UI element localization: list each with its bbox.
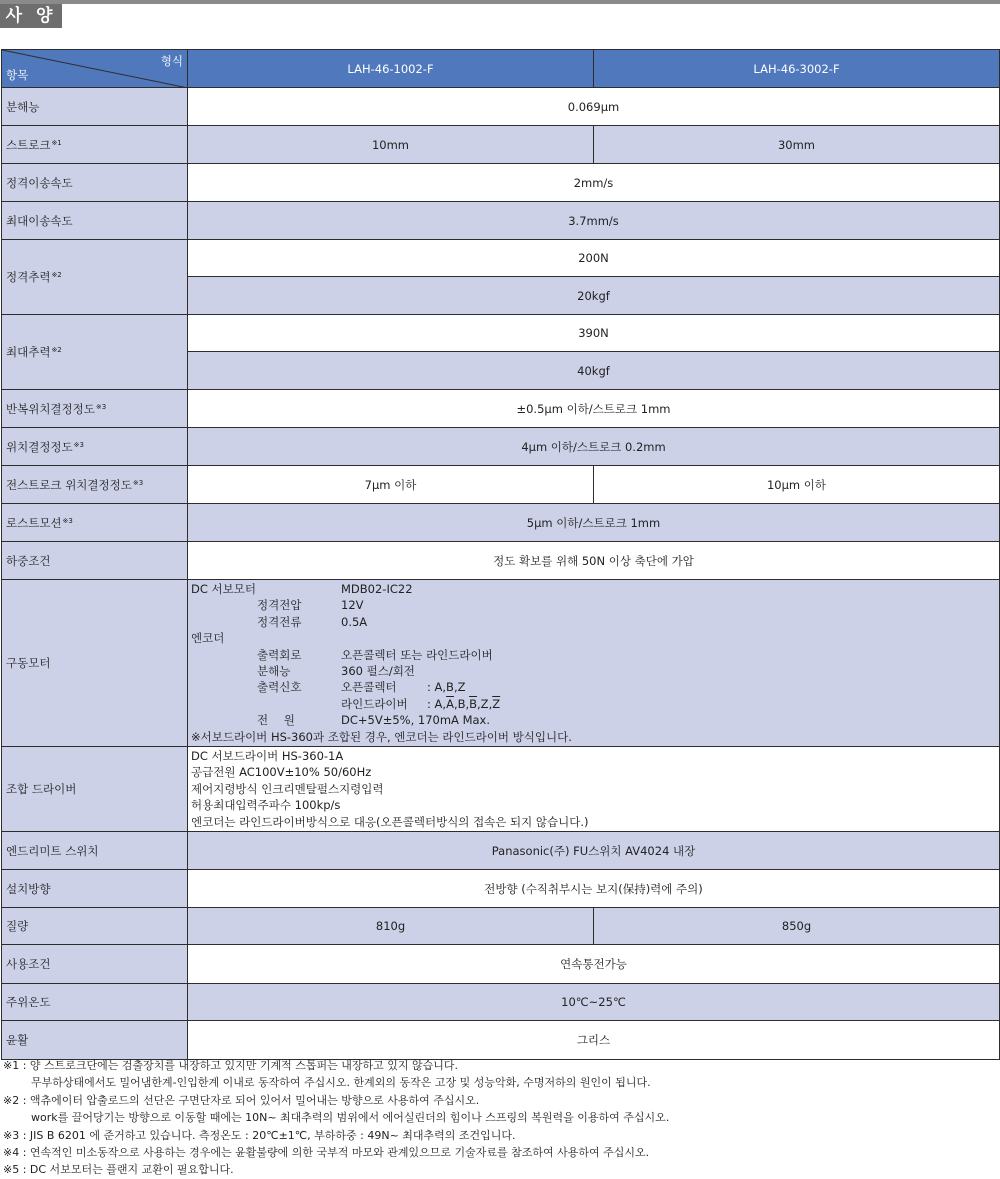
row-label: 위치결정정도$^{※3}$ xyxy=(2,428,188,466)
row-value-model-1: 7μm 이하 xyxy=(188,466,594,504)
row-label: 로스트모션$^{※3}$ xyxy=(2,504,188,542)
table-row xyxy=(2,428,1000,466)
table-row xyxy=(2,466,1000,504)
detail-line: DC 서보드라이버 HS-360-1A xyxy=(191,749,344,764)
footnote-mark: ※3 xyxy=(62,516,73,525)
table-row xyxy=(2,1021,1000,1060)
table-row xyxy=(2,945,1000,984)
spec-table xyxy=(1,49,1000,1060)
table-row xyxy=(2,747,1000,832)
header-corner xyxy=(2,50,188,88)
detail-line: 엔코더 xyxy=(191,631,225,646)
detail-line: 엔코더는 라인드라이버방식으로 대응(오픈콜렉터방식의 접속은 되지 않습니다.) xyxy=(191,814,589,829)
row-value: 10℃~25℃ xyxy=(188,984,1000,1021)
row-label: 설치방향 xyxy=(2,870,188,908)
footnote-line: 무부하상태에서도 밀어냄한계-인입한계 이내로 동작하여 주십시오. 한계외의 동작은 고장 및 성능악화, 수명저하의 원인이 됩니다. xyxy=(31,1076,651,1090)
table-row xyxy=(2,240,1000,277)
row-label: 스트로크$^{※1}$ xyxy=(2,126,188,164)
row-value: 정도 확보를 위해 50N 이상 축단에 가압 xyxy=(188,542,1000,580)
detail-line: ※서보드라이버 HS-360과 조합된 경우, 엔코더는 라인드라이버 방식입니다. xyxy=(191,729,572,744)
row-value: 연속통전가능 xyxy=(188,945,1000,984)
table-header-row xyxy=(2,50,1000,88)
row-label: 정격추력$^{※2}$ xyxy=(2,240,188,315)
table-row xyxy=(2,202,1000,240)
detail-line: 정격전압 12V xyxy=(257,598,364,613)
footnote-line: work를 끌어당기는 방향으로 이동할 때에는 10N~ 최대추력의 범위에서 에어실린더의 힘이나 스프링의 복원력을 이용하여 주십시오. xyxy=(31,1111,670,1125)
footnote-mark: ※2 xyxy=(51,271,62,279)
detail-line: 정격전류 0.5A xyxy=(257,614,368,629)
row-value: ±0.5μm 이하/스트로크 1mm xyxy=(188,390,1000,428)
detail-line: DC 서보모터 MDB02-IC22 xyxy=(191,582,413,596)
row-label: 분해능 xyxy=(2,88,188,126)
footnote-line: ※1 : 양 스트로크단에는 검출장치를 내장하고 있지만 기계적 스톱퍼는 내장하고 있지 않습니다. xyxy=(3,1059,459,1072)
row-label: 엔드리미트 스위치 xyxy=(2,832,188,870)
row-value: 0.069μm xyxy=(188,88,1000,126)
corner-item-label: 항목 xyxy=(6,68,29,82)
driver-details xyxy=(188,747,1000,832)
row-value-model-2: 10μm 이하 xyxy=(594,466,1000,504)
row-value: 3.7mm/s xyxy=(188,202,1000,240)
footnote-line: ※5 : DC 서보모터는 플랜지 교환이 필요합니다. xyxy=(3,1163,234,1177)
model-header-2: LAH-46-3002-F xyxy=(594,50,1000,88)
detail-line: 허용최대입력주파수 100kp/s xyxy=(191,798,341,813)
row-value: 5μm 이하/스트로크 1mm xyxy=(188,504,1000,542)
footnote-mark: ※3 xyxy=(95,402,107,411)
row-label: 전스트로크 위치결정정도$^{※3}$ xyxy=(2,466,188,504)
detail-line: 출력신호 오픈콜렉터 : A,B,Z xyxy=(257,680,466,695)
row-label: 주위온도 xyxy=(2,984,188,1021)
table-row xyxy=(2,88,1000,126)
row-value: 4μm 이하/스트로크 0.2mm xyxy=(188,428,1000,466)
row-value: Panasonic(주) FU스위치 AV4024 내장 xyxy=(188,832,1000,870)
table-row xyxy=(2,542,1000,580)
footnote-mark: ※2 xyxy=(51,346,62,354)
footnote-mark: ※1 xyxy=(51,138,62,147)
detail-line: 분해능 360 펄스/회전 xyxy=(257,664,415,679)
row-value: 2mm/s xyxy=(188,164,1000,202)
footnote-line: ※3 : JIS B 6201 에 준거하고 있습니다. 측정온도 : 20℃±1℃, 부하하중 : 49N~ 최대추력의 조건입니다. xyxy=(3,1128,516,1142)
table-row xyxy=(2,315,1000,352)
detail-line: 라인드라이버 : $A,\overline{A},B,\overline{B},Z,\overline{Z}$ xyxy=(341,696,501,711)
row-value-model-1: 810g xyxy=(188,908,594,945)
detail-line: 전 원 DC+5V±5%, 170mA Max. xyxy=(257,713,491,728)
row-value: 전방향 (수직취부시는 보지(保持)력에 주의) xyxy=(188,870,1000,908)
row-label: 윤활 xyxy=(2,1021,188,1060)
table-row xyxy=(2,870,1000,908)
drive-motor-details xyxy=(188,580,1000,747)
table-row xyxy=(2,126,1000,164)
section-title: 사 양 xyxy=(0,4,62,28)
top-rule xyxy=(0,0,1000,4)
table-row xyxy=(2,390,1000,428)
model-header-1: LAH-46-1002-F xyxy=(188,50,594,88)
table-row xyxy=(2,832,1000,870)
row-value-model-2: 30mm xyxy=(594,126,1000,164)
row-label: 사용조건 xyxy=(2,945,188,984)
row-label: 정격이송속도 xyxy=(2,164,188,202)
row-label: 반복위치결정정도$^{※3}$ xyxy=(2,390,188,428)
row-label: 조합 드라이버 xyxy=(2,747,188,832)
row-label: 최대추력$^{※2}$ xyxy=(2,315,188,390)
detail-line: 제어지령방식 인크리멘탈펄스지령입력 xyxy=(191,781,384,796)
detail-line: 출력회로 오픈콜렉터 또는 라인드라이버 xyxy=(257,647,493,662)
row-value: 390N xyxy=(188,315,1000,352)
row-label: 최대이송속도 xyxy=(2,202,188,240)
row-label: 구동모터 xyxy=(2,580,188,747)
table-row xyxy=(2,984,1000,1021)
row-label: 질량 xyxy=(2,908,188,945)
footnote-line: ※2 : 액츄에이터 압출로드의 선단은 구면단자로 되어 있어서 밀어내는 방향으로 사용하여 주십시오. xyxy=(3,1093,480,1107)
footnote-line: ※4 : 연속적인 미소동작으로 사용하는 경우에는 윤활불량에 의한 국부적 마모와 관계있으므로 기술자료를 참조하여 사용하여 주십시오. xyxy=(3,1146,650,1160)
table-row xyxy=(2,580,1000,747)
footnotes xyxy=(3,1057,998,1179)
corner-type-label: 형식 xyxy=(160,54,183,68)
table-row xyxy=(2,908,1000,945)
detail-line: 공급전원 AC100V±10% 50/60Hz xyxy=(191,765,372,780)
row-value: 200N xyxy=(188,240,1000,277)
footnote-mark: ※3 xyxy=(73,440,84,449)
row-value-model-2: 850g xyxy=(594,908,1000,945)
row-value: 그리스 xyxy=(188,1021,1000,1060)
table-row xyxy=(2,504,1000,542)
row-value: 20kgf xyxy=(188,277,1000,315)
table-row xyxy=(2,164,1000,202)
row-value: 40kgf xyxy=(188,352,1000,390)
footnote-mark: ※3 xyxy=(132,478,144,487)
row-label: 하중조건 xyxy=(2,542,188,580)
row-value-model-1: 10mm xyxy=(188,126,594,164)
